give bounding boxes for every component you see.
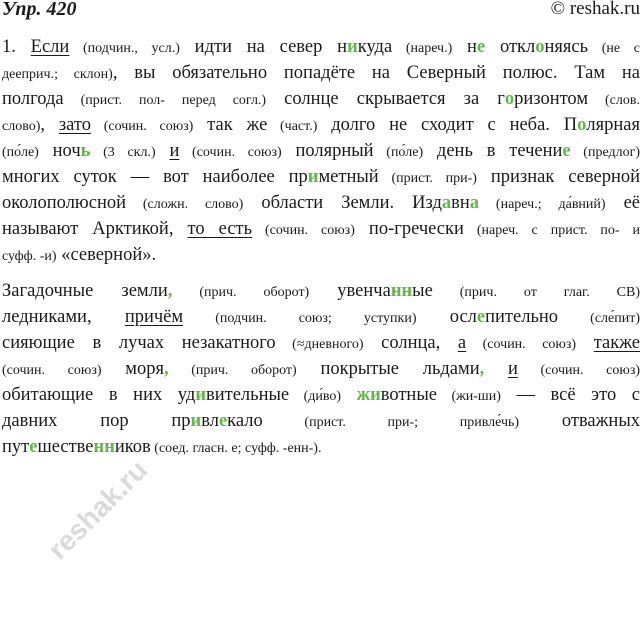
text-span: по-гречески <box>354 219 464 239</box>
grammar-note: (сочин. союз) <box>179 145 282 160</box>
underlined-word: и <box>507 359 518 379</box>
grammar-note: (прич. оборот) <box>172 285 310 300</box>
text-span: осл <box>416 307 477 327</box>
highlighted-letter: а <box>469 193 480 213</box>
text-span: солнца, <box>363 333 458 353</box>
highlighted-letter: а <box>441 193 452 213</box>
underlined-word: также <box>593 333 640 353</box>
grammar-note: (прист. при-) <box>378 171 477 186</box>
text-span: так же <box>193 115 268 135</box>
text-span: метный <box>318 167 379 187</box>
highlighted-letter: е <box>218 411 228 431</box>
grammar-note: (нареч.; да́вний) <box>479 197 606 212</box>
highlighted-letter: е <box>476 307 486 327</box>
text-span: полярный <box>281 141 374 161</box>
text-span: вотные <box>380 385 437 405</box>
header <box>2 0 640 22</box>
text-span <box>576 333 594 353</box>
highlighted-letter: о <box>535 37 545 57</box>
text-span: околополюсной <box>2 193 127 213</box>
text-line <box>2 87 640 113</box>
grammar-note: слово) <box>2 119 41 134</box>
grammar-note: (слов. <box>588 93 640 108</box>
text-span: лярная <box>586 115 640 135</box>
text-span: день в течени <box>423 141 563 161</box>
text-span: куда <box>357 37 393 57</box>
text-line <box>2 191 640 217</box>
grammar-note: дееприч.; склон) <box>2 67 113 82</box>
text-line <box>2 357 640 383</box>
text-span: н <box>452 37 477 57</box>
grammar-note: (соед. гласн. е; суфф. -енн-). <box>150 441 322 456</box>
highlighted-letter: жи <box>356 385 381 405</box>
grammar-note: (прич. от глаг. СВ) <box>432 285 640 300</box>
highlighted-letter: нн <box>93 437 115 457</box>
text-line <box>2 331 640 357</box>
text-span: многих суток — вот наиболее пр <box>2 167 308 187</box>
text-line <box>2 409 640 435</box>
text-span: ледниками, <box>2 307 125 327</box>
text-line <box>2 113 640 139</box>
highlighted-letter: е <box>562 141 571 161</box>
text-line <box>2 279 640 305</box>
highlighted-letter: е <box>476 37 486 57</box>
highlighted-letter: , <box>479 359 485 379</box>
grammar-note: (≈дневного) <box>275 337 364 352</box>
text-span: области Земли. Изд <box>243 193 442 213</box>
text-line <box>2 61 640 87</box>
text-span: давних пор пр <box>2 411 191 431</box>
text-span <box>156 141 170 161</box>
text-span: шестве <box>37 437 94 457</box>
underlined-word: причём <box>124 307 184 327</box>
text-span: обитающие в них уд <box>2 385 196 405</box>
highlighted-letter: ь <box>80 141 91 161</box>
grammar-note: (жи-ши) <box>436 389 501 404</box>
text-span: сияющие в лучах незакатного <box>2 333 276 353</box>
text-line <box>2 383 640 409</box>
highlighted-letter: и <box>195 385 206 405</box>
grammar-note: (нареч. с прист. по- и <box>463 223 640 238</box>
text-span: 1. <box>2 37 31 57</box>
underlined-word: то есть <box>187 219 253 239</box>
text-line <box>2 305 640 331</box>
text-line <box>2 139 640 165</box>
grammar-note: (подчин. союз; уступки) <box>183 311 417 326</box>
watermark-text: reshak.ru <box>42 454 154 566</box>
exercise-title: Упр. 420 <box>2 0 77 20</box>
grammar-note: (сложн. слово) <box>126 197 244 212</box>
grammar-note: (част.) <box>267 119 318 134</box>
text-span: ноч <box>38 141 81 161</box>
text-line <box>2 243 640 269</box>
grammar-note: (подчин., усл.) <box>69 41 180 56</box>
grammar-note: (нареч.) <box>392 41 453 56</box>
underlined-word: Если <box>30 37 70 57</box>
text-span: — всё это с <box>500 385 640 405</box>
grammar-note: (ди́во) <box>289 389 342 404</box>
highlighted-letter: , <box>163 359 169 379</box>
site-credit: © reshak.ru <box>550 0 640 19</box>
text-span: идти на север н <box>179 37 348 57</box>
grammar-note: (прич. оборот) <box>168 363 297 378</box>
text-span: ые <box>412 281 433 301</box>
grammar-note: суфф. -и) <box>2 249 57 264</box>
text-span: вн <box>451 193 470 213</box>
highlighted-letter: нн <box>390 281 413 301</box>
grammar-note: (предлог) <box>570 145 640 160</box>
text-span: вл <box>201 411 219 431</box>
text-span: няясь <box>544 37 589 57</box>
text-span: кало <box>227 411 263 431</box>
text-span: увенча <box>309 281 391 301</box>
text-span: покрытые льдами <box>296 359 480 379</box>
grammar-note: (прист. пол- перед согл.) <box>63 93 267 108</box>
text-span: долго не сходит с неба. П <box>317 115 578 135</box>
text-span: полгода <box>2 89 64 109</box>
text-span: моря <box>101 359 164 379</box>
grammar-note: (прист. при-; привле́чь) <box>262 415 520 430</box>
highlighted-letter: и <box>307 167 319 187</box>
grammar-note: (сочин. союз) <box>2 363 102 378</box>
highlighted-letter: е <box>29 437 38 457</box>
highlighted-letter: , <box>167 281 173 301</box>
underlined-word: и <box>169 141 180 161</box>
text-span: , вы обязательно попадёте на Северный полюс. Там на <box>112 63 640 83</box>
text-line <box>2 35 640 61</box>
underlined-word: а <box>457 333 467 353</box>
grammar-note: (сочин. союз) <box>466 337 577 352</box>
text-span: ризонтом <box>514 89 589 109</box>
text-span: вительные <box>205 385 290 405</box>
grammar-note: (не с <box>588 41 640 56</box>
grammar-note: (по́ле) <box>2 145 39 160</box>
text-span: пительно <box>485 307 559 327</box>
grammar-note: (сочин. союз) <box>517 363 640 378</box>
text-span: признак северной <box>476 167 640 187</box>
text-span: иков <box>114 437 151 457</box>
text-span: пут <box>2 437 30 457</box>
underlined-word: зато <box>58 115 91 135</box>
highlighted-letter: о <box>504 89 515 109</box>
text-line <box>2 165 640 191</box>
highlighted-letter: и <box>190 411 202 431</box>
grammar-note: (3 скл.) <box>90 145 156 160</box>
grammar-note: (сочин. союз) <box>252 223 355 238</box>
text-line <box>2 435 640 461</box>
text-span: отважных <box>519 411 640 431</box>
text-span: откл <box>485 37 536 57</box>
highlighted-letter: о <box>577 115 587 135</box>
text-span <box>484 359 508 379</box>
grammar-note: (сочин. союз) <box>91 119 194 134</box>
text-span: , <box>40 115 59 135</box>
grammar-note: (сле́пит) <box>558 311 640 326</box>
text-span: её <box>605 193 640 213</box>
text-span <box>341 385 357 405</box>
text-span: называют Арктикой, <box>2 219 188 239</box>
text-span: солнце скрывается за г <box>266 89 505 109</box>
text-span: «северной». <box>56 245 157 265</box>
text-span: Загадочные земли <box>2 281 168 301</box>
text-line <box>2 217 640 243</box>
highlighted-letter: и <box>347 37 358 57</box>
grammar-note: (по́ле) <box>373 145 424 160</box>
